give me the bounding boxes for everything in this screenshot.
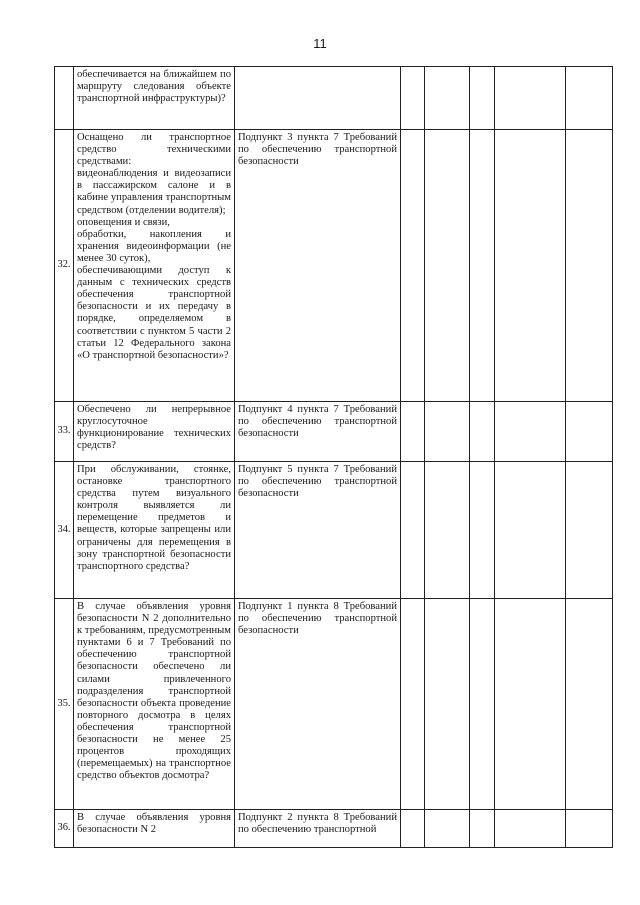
row-number: 32. xyxy=(55,130,74,402)
table-row xyxy=(55,462,613,599)
answer-cell-no[interactable] xyxy=(425,130,470,402)
question-cell: В случае объявления уровня безопасности N 2 xyxy=(74,810,235,848)
answer-cell-no[interactable] xyxy=(425,462,470,599)
answer-cell-na[interactable] xyxy=(470,599,495,810)
comment-cell[interactable] xyxy=(495,402,566,462)
note-cell[interactable] xyxy=(566,599,613,810)
answer-cell-no[interactable] xyxy=(425,402,470,462)
answer-cell-na[interactable] xyxy=(470,130,495,402)
comment-cell[interactable] xyxy=(495,130,566,402)
page-number: 11 xyxy=(313,36,327,51)
note-cell[interactable] xyxy=(566,67,613,130)
answer-cell-yes[interactable] xyxy=(401,810,425,848)
answer-cell-no[interactable] xyxy=(425,810,470,848)
note-cell[interactable] xyxy=(566,462,613,599)
row-number: 36. xyxy=(55,810,74,848)
answer-cell-yes[interactable] xyxy=(401,462,425,599)
question-cell: Оснащено ли транспортное средство техническими средствами: видеонаблюдения и видеозаписи в пассажирском салоне и в кабине управления транспортным средством (отделении водителя); оповещения и связи, обработки, накопления и хранения видеоинформации (не менее 30 суток), обеспечивающими доступ к данным с технических средств обеспечения транспортной безопасности и их передачу в порядке, определяемом в соответствии с пунктом 5 части 2 статьи 12 Федерального закона «О транспортной безопасности»? xyxy=(74,130,235,402)
table-row xyxy=(55,599,613,810)
reference-cell xyxy=(235,67,401,130)
comment-cell[interactable] xyxy=(495,67,566,130)
row-number: 35. xyxy=(55,599,74,810)
reference-cell: Подпункт 3 пункта 7 Требований по обеспечению транспортной безопасности xyxy=(235,130,401,402)
table-row xyxy=(55,402,613,462)
answer-cell-yes[interactable] xyxy=(401,67,425,130)
note-cell[interactable] xyxy=(566,130,613,402)
comment-cell[interactable] xyxy=(495,810,566,848)
row-number: 34. xyxy=(55,462,74,599)
answer-cell-no[interactable] xyxy=(425,67,470,130)
table-row xyxy=(55,130,613,402)
note-cell[interactable] xyxy=(566,402,613,462)
answer-cell-yes[interactable] xyxy=(401,599,425,810)
question-cell: Обеспечено ли непрерывное круглосуточное функционирование технических средств? xyxy=(74,402,235,462)
answer-cell-na[interactable] xyxy=(470,67,495,130)
answer-cell-na[interactable] xyxy=(470,462,495,599)
answer-cell-yes[interactable] xyxy=(401,130,425,402)
reference-cell: Подпункт 2 пункта 8 Требований по обеспечению транспортной xyxy=(235,810,401,848)
table-row xyxy=(55,810,613,848)
comment-cell[interactable] xyxy=(495,462,566,599)
answer-cell-na[interactable] xyxy=(470,402,495,462)
checklist-table xyxy=(54,66,613,848)
answer-cell-na[interactable] xyxy=(470,810,495,848)
answer-cell-no[interactable] xyxy=(425,599,470,810)
reference-cell: Подпункт 1 пункта 8 Требований по обеспечению транспортной безопасности xyxy=(235,599,401,810)
note-cell[interactable] xyxy=(566,810,613,848)
comment-cell[interactable] xyxy=(495,599,566,810)
row-number xyxy=(55,67,74,130)
row-number: 33. xyxy=(55,402,74,462)
question-cell: При обслуживании, стоянке, остановке транспортного средства путем визуального контроля выявляется ли перемещение предметов и веществ, которые запрещены или ограничены для перемещения в зону транспортной безопасности транспортного средства? xyxy=(74,462,235,599)
answer-cell-yes[interactable] xyxy=(401,402,425,462)
table-row xyxy=(55,67,613,130)
question-cell: обеспечивается на ближайшем по маршруту следования объекте транспортной инфраструктуры)? xyxy=(74,67,235,130)
reference-cell: Подпункт 4 пункта 7 Требований по обеспечению транспортной безопасности xyxy=(235,402,401,462)
question-cell: В случае объявления уровня безопасности N 2 дополнительно к требованиям, предусмотренным пунктами 6 и 7 Требований по обеспечению транспортной безопасности обеспечено ли силами привлеченного подразделения транспортной безопасности объекта проведение повторного досмотра в целях обеспечения транспортной безопасности не менее 25 процентов проходящих (перемещаемых) на транспортное средство объектов досмотра? xyxy=(74,599,235,810)
reference-cell: Подпункт 5 пункта 7 Требований по обеспечению транспортной безопасности xyxy=(235,462,401,599)
